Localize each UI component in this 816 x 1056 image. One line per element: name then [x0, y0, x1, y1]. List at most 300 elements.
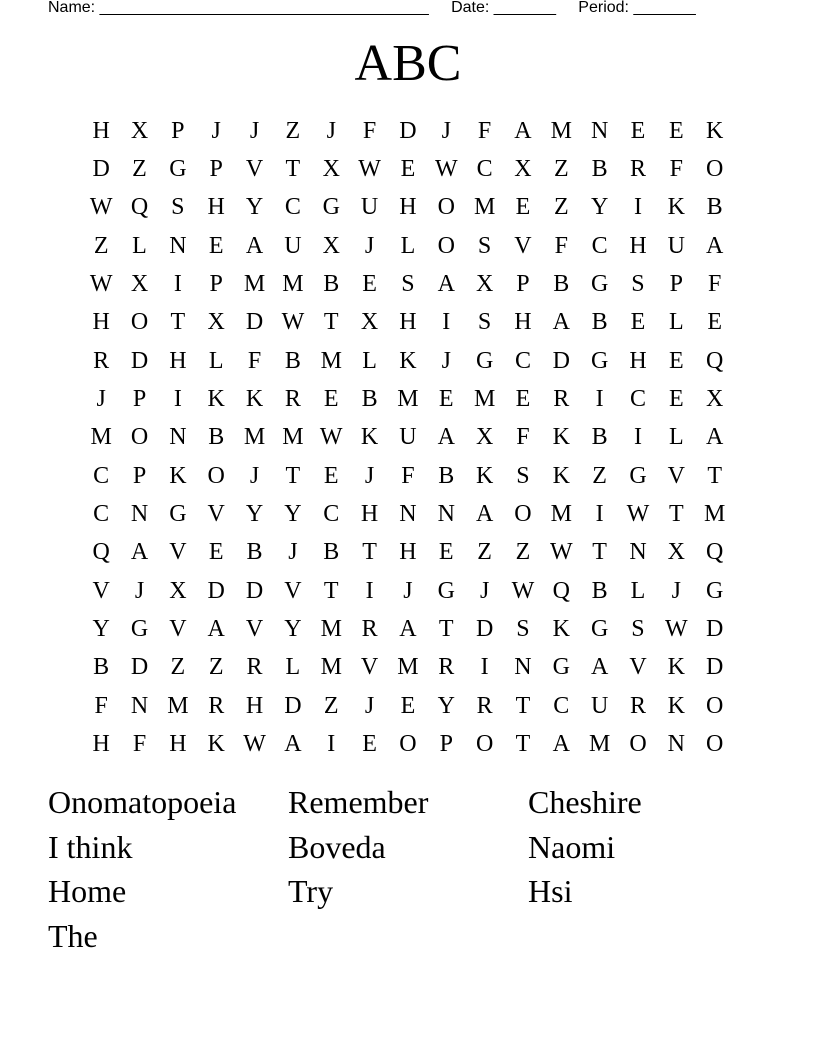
- grid-letter: Z: [592, 462, 607, 489]
- grid-letter: F: [362, 117, 377, 144]
- grid-letter: Z: [477, 539, 492, 566]
- grid-letter: I: [442, 309, 451, 336]
- grid-letter: Y: [284, 616, 302, 643]
- grid-letter: P: [439, 731, 453, 758]
- grid-letter: N: [667, 731, 685, 758]
- grid-letter: M: [320, 347, 342, 374]
- grid-letter: E: [438, 539, 454, 566]
- grid-letter: A: [706, 424, 724, 451]
- grid-letter: A: [552, 731, 570, 758]
- word-list-item: The: [48, 918, 98, 955]
- grid-letter: V: [92, 577, 110, 604]
- grid-letter: N: [399, 501, 417, 528]
- grid-letter: B: [323, 271, 340, 298]
- grid-letter: E: [668, 386, 684, 413]
- grid-letter: B: [591, 424, 608, 451]
- grid-letter: Z: [285, 117, 301, 144]
- grid-letter: B: [591, 156, 608, 183]
- grid-letter: H: [169, 731, 187, 758]
- period-label: Period:: [578, 0, 629, 16]
- grid-letter: S: [631, 616, 645, 643]
- grid-letter: W: [549, 539, 573, 566]
- grid-letter: Y: [437, 692, 455, 719]
- grid-letter: W: [89, 271, 113, 298]
- grid-letter: K: [552, 462, 570, 489]
- grid-letter: O: [629, 731, 647, 758]
- grid-letter: K: [207, 731, 225, 758]
- grid-letter: I: [633, 194, 642, 221]
- grid-letter: T: [170, 309, 186, 336]
- grid-letter: E: [323, 462, 339, 489]
- grid-letter: R: [629, 692, 646, 719]
- grid-letter: V: [245, 156, 264, 183]
- grid-letter: S: [477, 309, 492, 336]
- grid-letter: D: [706, 616, 724, 643]
- grid-letter: M: [550, 501, 572, 528]
- grid-letter: K: [667, 194, 685, 221]
- grid-letter: H: [92, 117, 110, 144]
- grid-letter: Z: [515, 539, 531, 566]
- grid-letter: H: [399, 194, 417, 221]
- grid-letter: D: [706, 654, 724, 681]
- grid-letter: N: [130, 501, 149, 528]
- grid-letter: W: [319, 424, 343, 451]
- grid-letter: R: [246, 654, 263, 681]
- grid-letter: J: [364, 692, 375, 719]
- grid-letter: S: [631, 271, 645, 298]
- grid-letter: O: [437, 232, 455, 259]
- grid-letter: S: [516, 462, 530, 489]
- grid-letter: A: [552, 309, 570, 336]
- grid-letter: L: [208, 347, 224, 374]
- grid-letter: B: [208, 424, 225, 451]
- grid-letter: C: [93, 501, 110, 528]
- grid-letter: A: [207, 616, 225, 643]
- grid-letter: U: [667, 232, 685, 259]
- grid-letter: X: [667, 539, 685, 566]
- grid-letter: M: [167, 692, 189, 719]
- grid-letter: E: [515, 386, 531, 413]
- grid-letter: H: [514, 309, 532, 336]
- grid-letter: H: [207, 194, 225, 221]
- grid-letter: G: [590, 271, 609, 298]
- word-list-item: Naomi: [528, 828, 616, 865]
- grid-letter: Z: [553, 156, 569, 183]
- grid-letter: P: [132, 462, 147, 489]
- grid-letter: E: [362, 731, 377, 758]
- grid-letter: I: [327, 731, 336, 758]
- grid-letter: H: [399, 309, 417, 336]
- grid-letter: J: [134, 577, 145, 604]
- grid-letter: O: [130, 309, 149, 336]
- grid-letter: P: [669, 271, 683, 298]
- grid-letter: Y: [92, 616, 110, 643]
- grid-letter: J: [403, 577, 413, 604]
- grid-letter: P: [171, 117, 185, 144]
- period-blank: _______: [633, 0, 696, 16]
- grid-letter: Q: [552, 577, 570, 604]
- grid-letter: A: [706, 232, 724, 259]
- grid-letter: O: [437, 194, 455, 221]
- grid-letter: G: [552, 654, 570, 681]
- grid-letter: M: [397, 386, 419, 413]
- grid-letter: M: [588, 731, 611, 758]
- grid-letter: J: [249, 462, 260, 489]
- grid-letter: W: [665, 616, 688, 643]
- grid-letter: A: [590, 654, 609, 681]
- grid-letter: I: [595, 386, 604, 413]
- grid-letter: Q: [92, 539, 110, 566]
- grid-letter: K: [667, 692, 685, 719]
- grid-letter: N: [437, 501, 455, 528]
- grid-letter: M: [243, 271, 266, 298]
- grid-letter: G: [706, 577, 724, 604]
- grid-letter: P: [132, 386, 147, 413]
- grid-letter: V: [207, 501, 225, 528]
- grid-letter: I: [365, 577, 374, 604]
- grid-letter: K: [245, 386, 264, 413]
- grid-letter: V: [360, 654, 379, 681]
- grid-letter: Q: [130, 194, 149, 221]
- grid-letter: T: [323, 309, 339, 336]
- grid-letter: W: [434, 156, 458, 183]
- grid-letter: C: [514, 347, 531, 374]
- grid-letter: J: [288, 539, 298, 566]
- grid-letter: S: [401, 271, 415, 298]
- grid-letter: B: [591, 577, 608, 604]
- grid-letter: R: [93, 347, 110, 374]
- grid-letter: F: [554, 232, 568, 259]
- page-title: ABC: [354, 35, 462, 92]
- grid-letter: X: [514, 156, 532, 183]
- grid-letter: X: [130, 117, 149, 144]
- grid-letter: E: [438, 386, 454, 413]
- grid-letter: G: [169, 501, 187, 528]
- grid-letter: E: [362, 271, 377, 298]
- grid-letter: I: [480, 654, 489, 681]
- grid-letter: E: [630, 117, 646, 144]
- grid-letter: K: [475, 462, 494, 489]
- grid-letter: Z: [132, 156, 147, 183]
- grid-letter: O: [706, 156, 724, 183]
- grid-letter: V: [514, 232, 532, 259]
- grid-letter: J: [441, 117, 451, 144]
- grid-letter: F: [247, 347, 262, 374]
- grid-letter: B: [361, 386, 378, 413]
- grid-letter: D: [245, 309, 264, 336]
- grid-letter: D: [552, 347, 570, 374]
- grid-letter: M: [243, 424, 266, 451]
- grid-letter: K: [207, 386, 225, 413]
- grid-letter: R: [438, 654, 455, 681]
- grid-letter: L: [668, 309, 684, 336]
- grid-letter: K: [169, 462, 187, 489]
- grid-letter: E: [208, 539, 224, 566]
- grid-letter: A: [245, 232, 264, 259]
- grid-letter: B: [438, 462, 455, 489]
- grid-letter: J: [211, 117, 221, 144]
- grid-letter: L: [630, 577, 646, 604]
- grid-letter: M: [282, 271, 304, 298]
- grid-letter: X: [322, 232, 340, 259]
- grid-letter: J: [441, 347, 451, 374]
- grid-letter: L: [132, 232, 147, 259]
- grid-letter: D: [130, 654, 149, 681]
- grid-letter: E: [400, 156, 416, 183]
- grid-letter: J: [249, 117, 260, 144]
- word-list-item: Onomatopoeia: [48, 784, 237, 820]
- grid-letter: N: [629, 539, 647, 566]
- grid-letter: A: [475, 501, 494, 528]
- grid-letter: O: [207, 462, 225, 489]
- grid-letter: D: [475, 616, 494, 643]
- grid-letter: H: [629, 347, 647, 374]
- grid-letter: Y: [245, 501, 264, 528]
- grid-letter: S: [477, 232, 492, 259]
- grid-letter: R: [476, 692, 493, 719]
- grid-letter: E: [630, 309, 646, 336]
- grid-letter: S: [516, 616, 530, 643]
- grid-letter: R: [553, 386, 570, 413]
- grid-letter: T: [285, 462, 301, 489]
- grid-letter: C: [629, 386, 646, 413]
- grid-letter: I: [595, 501, 604, 528]
- grid-letter: L: [400, 232, 416, 259]
- grid-letter: R: [629, 156, 646, 183]
- grid-letter: W: [626, 501, 650, 528]
- grid-letter: K: [552, 424, 570, 451]
- grid-letter: R: [208, 692, 225, 719]
- grid-letter: Q: [706, 539, 724, 566]
- grid-letter: A: [514, 117, 532, 144]
- grid-letter: N: [130, 692, 149, 719]
- grid-letter: J: [364, 232, 375, 259]
- grid-letter: A: [399, 616, 417, 643]
- word-list-item: Try: [288, 873, 334, 910]
- grid-letter: N: [169, 232, 187, 259]
- grid-letter: O: [475, 731, 494, 758]
- grid-letter: H: [92, 309, 110, 336]
- grid-letter: P: [516, 271, 530, 298]
- grid-letter: F: [707, 271, 722, 298]
- grid-letter: L: [362, 347, 377, 374]
- grid-letter: X: [475, 271, 494, 298]
- grid-letter: S: [171, 194, 185, 221]
- word-list-item: Cheshire: [528, 784, 642, 820]
- grid-letter: M: [473, 194, 496, 221]
- grid-letter: V: [667, 462, 685, 489]
- grid-letter: C: [591, 232, 608, 259]
- grid-letter: P: [209, 156, 223, 183]
- grid-letter: T: [592, 539, 607, 566]
- grid-letter: O: [706, 731, 724, 758]
- grid-letter: P: [209, 271, 223, 298]
- grid-letter: D: [284, 692, 302, 719]
- grid-letter: D: [399, 117, 417, 144]
- word-list: [48, 780, 768, 959]
- grid-letter: O: [130, 424, 149, 451]
- grid-letter: M: [473, 386, 496, 413]
- grid-letter: V: [169, 539, 187, 566]
- grid-letter: O: [514, 501, 532, 528]
- grid-letter: A: [130, 539, 149, 566]
- grid-letter: F: [669, 156, 683, 183]
- grid-letter: H: [629, 232, 647, 259]
- grid-letter: Z: [93, 232, 109, 259]
- grid-letter: Z: [553, 194, 569, 221]
- grid-letter: D: [245, 577, 264, 604]
- grid-letter: X: [322, 156, 340, 183]
- grid-letter: B: [323, 539, 340, 566]
- grid-letter: U: [284, 232, 302, 259]
- grid-letter: M: [397, 654, 419, 681]
- grid-letter: D: [130, 347, 149, 374]
- grid-letter: J: [479, 577, 490, 604]
- grid-letter: M: [704, 501, 726, 528]
- grid-letter: T: [285, 156, 301, 183]
- grid-letter: F: [477, 117, 492, 144]
- word-list-item: Home: [48, 873, 127, 910]
- grid-letter: N: [590, 117, 609, 144]
- grid-letter: X: [360, 309, 379, 336]
- grid-letter: X: [130, 271, 149, 298]
- grid-letter: M: [90, 424, 112, 451]
- grid-letter: M: [320, 654, 342, 681]
- grid-letter: X: [475, 424, 494, 451]
- grid-letter: C: [93, 462, 110, 489]
- grid-letter: B: [246, 539, 263, 566]
- grid-letter: T: [707, 462, 722, 489]
- grid-letter: W: [511, 577, 535, 604]
- grid-letter: X: [706, 386, 724, 413]
- grid-letter: G: [475, 347, 494, 374]
- letter-grid: [82, 112, 734, 764]
- grid-letter: F: [94, 692, 108, 719]
- grid-letter: W: [358, 156, 381, 183]
- grid-letter: G: [130, 616, 149, 643]
- grid-letter: C: [284, 194, 301, 221]
- grid-letter: J: [326, 117, 336, 144]
- grid-letter: N: [169, 424, 187, 451]
- grid-letter: T: [515, 692, 531, 719]
- grid-letter: E: [208, 232, 224, 259]
- word-list-item: Remember: [288, 784, 429, 820]
- grid-letter: O: [706, 692, 724, 719]
- word-list-item: I think: [48, 828, 133, 865]
- grid-letter: N: [514, 654, 532, 681]
- grid-letter: E: [400, 692, 416, 719]
- grid-letter: T: [323, 577, 339, 604]
- grid-letter: H: [399, 539, 417, 566]
- grid-letter: Z: [323, 692, 339, 719]
- grid-letter: U: [360, 194, 379, 221]
- grid-letter: T: [362, 539, 377, 566]
- grid-letter: E: [515, 194, 531, 221]
- grid-letter: O: [399, 731, 417, 758]
- grid-letter: J: [364, 462, 375, 489]
- grid-letter: X: [207, 309, 225, 336]
- grid-letter: K: [667, 654, 685, 681]
- grid-letter: E: [668, 117, 684, 144]
- grid-letter: I: [173, 386, 182, 413]
- name-blank: _____________________________________: [99, 0, 429, 16]
- grid-letter: M: [320, 616, 342, 643]
- grid-letter: F: [132, 731, 147, 758]
- grid-letter: G: [590, 616, 609, 643]
- grid-letter: A: [437, 271, 455, 298]
- grid-letter: G: [590, 347, 609, 374]
- grid-letter: T: [515, 731, 531, 758]
- grid-letter: V: [169, 616, 187, 643]
- grid-letter: I: [173, 271, 182, 298]
- grid-letter: B: [553, 271, 570, 298]
- date-blank: _______: [493, 0, 557, 16]
- grid-letter: X: [169, 577, 187, 604]
- grid-letter: H: [169, 347, 187, 374]
- grid-letter: M: [282, 424, 304, 451]
- grid-letter: C: [476, 156, 493, 183]
- grid-letter: D: [207, 577, 225, 604]
- grid-letter: U: [399, 424, 417, 451]
- grid-letter: G: [322, 194, 340, 221]
- grid-letter: L: [285, 654, 301, 681]
- grid-letter: Z: [208, 654, 224, 681]
- grid-letter: D: [92, 156, 110, 183]
- grid-letter: R: [361, 616, 378, 643]
- grid-letter: K: [360, 424, 379, 451]
- grid-letter: Y: [284, 501, 302, 528]
- grid-letter: T: [438, 616, 454, 643]
- word-list-item: Hsi: [528, 873, 573, 910]
- grid-letter: H: [245, 692, 264, 719]
- grid-letter: K: [552, 616, 570, 643]
- grid-letter: H: [92, 731, 110, 758]
- grid-letter: W: [281, 309, 305, 336]
- grid-letter: F: [401, 462, 415, 489]
- word-list-item: Boveda: [288, 828, 386, 865]
- grid-letter: Z: [170, 654, 186, 681]
- grid-letter: B: [93, 654, 110, 681]
- grid-letter: W: [243, 731, 266, 758]
- grid-letter: K: [706, 117, 724, 144]
- grid-letter: M: [550, 117, 572, 144]
- grid-letter: C: [323, 501, 340, 528]
- grid-letter: W: [89, 194, 113, 221]
- grid-letter: J: [671, 577, 681, 604]
- grid-letter: I: [633, 424, 642, 451]
- grid-letter: E: [668, 347, 684, 374]
- grid-letter: V: [245, 616, 264, 643]
- grid-letter: B: [706, 194, 723, 221]
- grid-letter: K: [399, 347, 417, 374]
- grid-letter: G: [629, 462, 647, 489]
- grid-letter: B: [284, 347, 301, 374]
- grid-letter: B: [591, 309, 608, 336]
- date-label: Date:: [451, 0, 490, 16]
- name-label: Name:: [48, 0, 96, 16]
- grid-letter: C: [553, 692, 570, 719]
- grid-letter: T: [668, 501, 684, 528]
- grid-letter: G: [169, 156, 187, 183]
- grid-letter: U: [590, 692, 609, 719]
- grid-letter: E: [707, 309, 722, 336]
- grid-letter: Y: [245, 194, 264, 221]
- grid-letter: V: [629, 654, 647, 681]
- grid-letter: J: [96, 386, 106, 413]
- grid-letter: R: [284, 386, 301, 413]
- grid-letter: G: [437, 577, 455, 604]
- header: [48, 0, 748, 18]
